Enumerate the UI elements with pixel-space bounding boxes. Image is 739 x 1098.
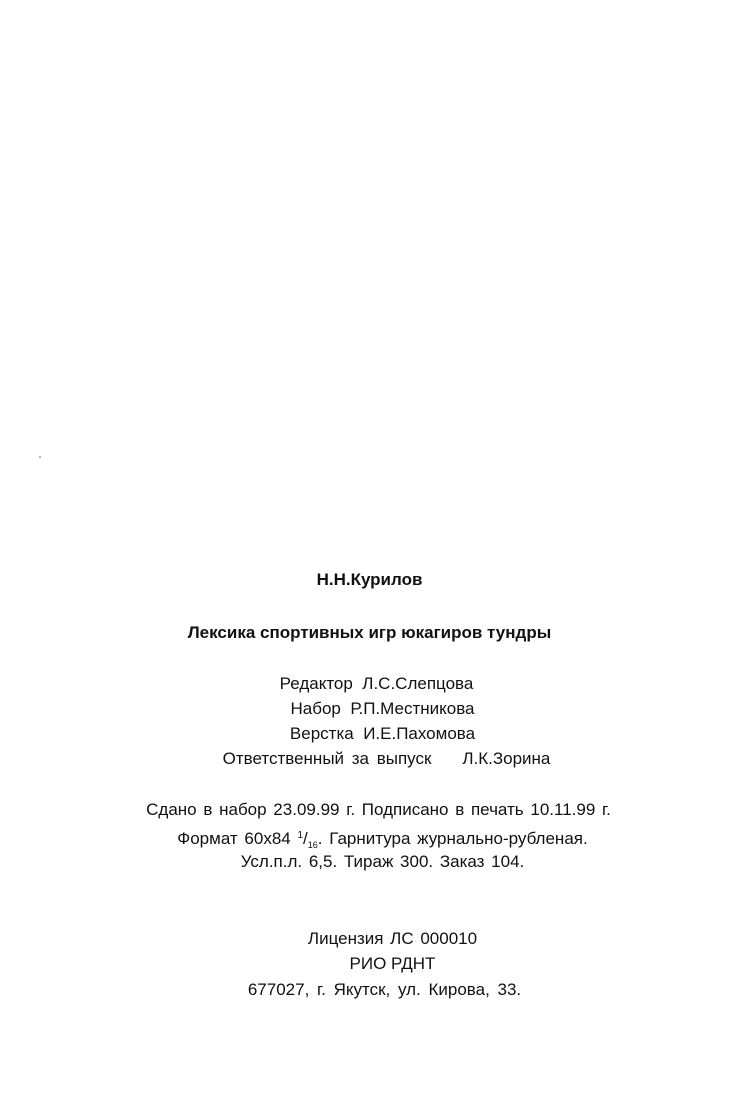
print-format: Формат 60x84 $^1/_{16}$. Гарнитура журнально-рубленая. bbox=[177, 829, 588, 850]
credit-role: Редактор bbox=[279, 674, 353, 693]
book-title: Лексика спортивных игр юкагиров тундры bbox=[187, 623, 552, 642]
credit-layout bbox=[13, 724, 739, 744]
credit-editor bbox=[7, 674, 739, 694]
credit-person: Л.С.Слепцова bbox=[362, 674, 474, 693]
publisher-address: 677027, г. Якутск, ул. Кирова, 33. bbox=[247, 980, 522, 999]
print-volume: Усл.п.л. 6,5. Тираж 300. Заказ 104. bbox=[240, 852, 525, 871]
credit-person: Л.К.Зорина bbox=[462, 749, 551, 768]
credit-role: Ответственный за выпуск bbox=[222, 749, 432, 768]
scan-speck bbox=[39, 456, 41, 458]
credit-person: Р.П.Местникова bbox=[350, 699, 475, 718]
credit-role: Верстка bbox=[289, 724, 354, 743]
author-name: Н.Н.Курилов bbox=[316, 570, 423, 589]
credit-person: И.Е.Пахомова bbox=[363, 724, 476, 743]
publisher-license: Лицензия ЛС 000010 bbox=[307, 929, 478, 948]
credit-role: Набор bbox=[290, 699, 341, 718]
print-dates: Сдано в набор 23.09.99 г. Подписано в печать 10.11.99 г. bbox=[146, 800, 611, 819]
credit-typesetting bbox=[13, 699, 739, 719]
publisher-name: РИО РДНТ bbox=[349, 954, 436, 973]
credit-responsible bbox=[17, 749, 739, 769]
